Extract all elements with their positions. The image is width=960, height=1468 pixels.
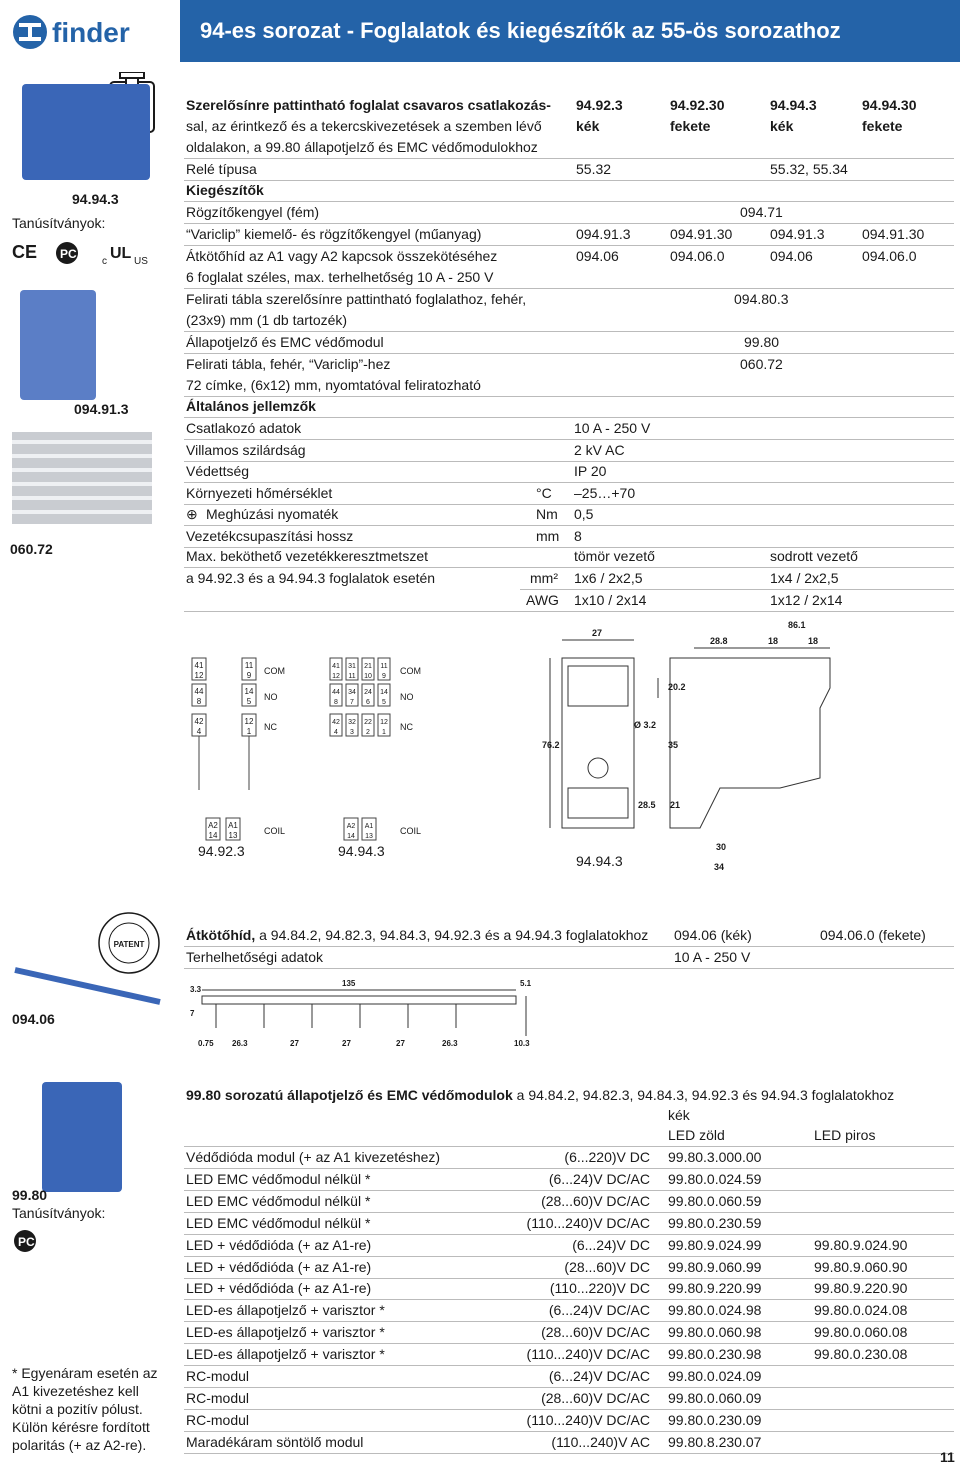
spec-label: Védettség <box>186 463 250 479</box>
sec2-title <box>186 926 648 944</box>
pin-label: 14 <box>244 687 254 696</box>
pin-label: 44 <box>332 689 340 696</box>
sec3-title-bold: 99.80 sorozatú állapotjelző és EMC védőmodulok <box>186 1087 513 1103</box>
module-voltage: (28...60)V DC/AC <box>541 1192 650 1209</box>
pin-label: 42 <box>332 719 340 726</box>
dim-label: 3.3 <box>190 985 202 994</box>
svg-text:PATENT: PATENT <box>113 940 145 949</box>
pin-label: 2 <box>366 729 370 736</box>
module-code-red: 99.80.9.220.90 <box>814 1280 908 1297</box>
code-094-06: 094.06 <box>12 1011 55 1027</box>
dim-label: 28.5 <box>638 800 656 810</box>
wire-label: Max. beköthető vezetékkeresztmetszet <box>186 548 428 564</box>
module-voltage: (110...240)V DC/AC <box>526 1411 650 1428</box>
dim-label: 86.1 <box>788 620 806 630</box>
nc-label: NC <box>400 722 413 732</box>
pc-cert-icon <box>12 1228 42 1254</box>
spec-value: 10 A - 250 V <box>574 420 651 436</box>
module-code-green: 99.80.9.220.99 <box>668 1280 762 1297</box>
module-code-red: 99.80.0.060.08 <box>814 1324 908 1341</box>
com-label: COM <box>264 666 285 676</box>
module-code-green: 99.80.0.024.09 <box>668 1368 762 1384</box>
svg-text:PC: PC <box>60 247 77 261</box>
col-blue: kék <box>668 1107 690 1123</box>
col-led-red: LED piros <box>814 1127 876 1143</box>
dim-label: 18 <box>808 636 819 646</box>
sec3-title <box>186 1086 894 1104</box>
page-title: 94-es sorozat - Foglalatok és kiegészítők az 55-ös sorozathoz <box>200 18 841 43</box>
wire-solid: 1x6 / 2x2,5 <box>574 570 643 586</box>
jumper-blue: 094.06 (kék) <box>674 927 752 943</box>
module-code-green: 99.80.0.230.09 <box>668 1411 762 1428</box>
pin-label: 6 <box>366 699 370 706</box>
spec-label: Meghúzási nyomaték <box>206 506 339 522</box>
pin-label: 12 <box>244 717 254 726</box>
note-line: kötni a pozitív pólust. <box>12 1401 143 1417</box>
pin-label: 1 <box>382 729 386 736</box>
svg-text:finder: finder <box>52 17 130 48</box>
dim-label: Ø 3.2 <box>634 720 657 730</box>
note-line: polaritás (+ az A2-re). <box>12 1437 147 1453</box>
svg-text:CE: CE <box>12 242 38 262</box>
spec-label: Környezeti hőmérséklet <box>186 484 333 501</box>
col-color: fekete <box>670 118 711 134</box>
module-code-red: 99.80.9.060.90 <box>814 1258 908 1275</box>
module-label: RC-modul <box>186 1411 250 1428</box>
vtag-label-2: 72 címke, (6x12) mm, nyomtatóval feliratozható <box>186 377 481 393</box>
sec2-title-bold: Átkötőhíd, <box>186 927 256 943</box>
dim-label: 27 <box>592 628 603 638</box>
col-code: 94.92.30 <box>670 97 725 113</box>
module-voltage: (110...240)V DC/AC <box>526 1346 650 1363</box>
module-label: LED-es állapotjelző + varisztor * <box>186 1346 385 1363</box>
cert-label: Tanúsítványok: <box>12 215 106 231</box>
pin-label: 13 <box>228 831 238 840</box>
pin-label: 13 <box>365 833 373 840</box>
module-voltage: (6...24)V DC/AC <box>548 1368 650 1384</box>
code-094-91-3: 094.91.3 <box>74 401 129 417</box>
module-label: LED-es állapotjelző + varisztor * <box>186 1324 385 1341</box>
bridge-value: 094.06.0 <box>862 248 917 264</box>
pin-label: 4 <box>196 727 202 736</box>
dim-label: 30 <box>716 842 727 852</box>
dim-label: 7 <box>190 1009 195 1018</box>
pin-label: 4 <box>334 729 338 736</box>
relay-type-label: Relé típusa <box>186 161 257 177</box>
spec-unit: Nm <box>536 506 558 522</box>
bridge-label-2: 6 foglalat széles, max. terhelhetőség 10 A - 250 V <box>186 269 494 285</box>
dim-label: 28.8 <box>710 636 728 646</box>
bracket-value: 094.71 <box>740 204 783 220</box>
module-code-green: 99.80.0.060.98 <box>668 1324 762 1341</box>
sec2-title-rest: a 94.84.2, 94.82.3, 94.84.3, 94.92.3 és a 94.94.3 foglalatokhoz <box>255 927 649 943</box>
vtag-value: 060.72 <box>740 356 783 372</box>
wire-strand: 1x12 / 2x14 <box>770 592 843 608</box>
torque-icon: ⊕ <box>186 506 198 522</box>
module-label: LED + védődióda (+ az A1-re) <box>186 1280 372 1297</box>
dim-label: 21 <box>670 800 681 810</box>
code-94-94-3: 94.94.3 <box>72 191 119 207</box>
sec1-desc-3: oldalakon, a 99.80 állapotjelző és EMC védőmodulokhoz <box>186 139 538 155</box>
dim-label: 27 <box>290 1039 299 1048</box>
accessories-title: Kiegészítők <box>186 182 264 198</box>
wire-solid: 1x10 / 2x14 <box>574 592 647 608</box>
dim-label: 0.75 <box>198 1039 214 1048</box>
pin-label: 1 <box>246 727 252 736</box>
pin-label: 5 <box>246 697 252 706</box>
bridge-value: 094.06 <box>576 248 619 264</box>
module-label: LED-es állapotjelző + varisztor * <box>186 1302 385 1319</box>
spec-label: Csatlakozó adatok <box>186 420 302 436</box>
col-code: 94.94.30 <box>862 97 917 113</box>
pin-label: 8 <box>334 699 338 706</box>
bracket-label: Rögzítőkengyel (fém) <box>186 204 320 220</box>
variclip-value: 094.91.3 <box>576 226 631 242</box>
dim-label: 26.3 <box>232 1039 248 1048</box>
polarity-note <box>12 1364 177 1454</box>
sec1-desc-1: Szerelősínre pattintható foglalat csavaros csatlakozás- <box>186 97 551 113</box>
module-value: 99.80 <box>744 334 780 350</box>
general-title: Általános jellemzők <box>186 398 316 414</box>
note-line: Külön kérésre fordított <box>12 1419 150 1435</box>
module-label: LED EMC védőmodul nélkül * <box>186 1170 371 1187</box>
svg-text:UL: UL <box>110 245 132 262</box>
dim-label: 135 <box>342 979 356 988</box>
com-label: COM <box>400 666 421 676</box>
coil-label: COIL <box>264 826 286 836</box>
relay-type-a: 55.32 <box>576 161 612 177</box>
pin-label: 32 <box>348 719 356 726</box>
spec-value: 0,5 <box>574 506 594 522</box>
module-voltage: (110...220)V DC <box>549 1280 650 1297</box>
module-voltage: (28...60)V DC/AC <box>541 1389 650 1406</box>
jumper-dimension-drawing <box>186 972 546 1052</box>
load-label: Terhelhetőségi adatok <box>186 949 323 965</box>
module-voltage: (28...60)V DC/AC <box>541 1324 650 1341</box>
no-label: NO <box>264 692 278 702</box>
coil-label: COIL <box>400 826 422 836</box>
code-99-80: 99.80 <box>12 1187 48 1203</box>
wire-unit: mm² <box>530 570 558 586</box>
wire-unit: AWG <box>526 592 559 608</box>
diagram-caption-1: 94.92.3 <box>198 843 245 859</box>
wire-strand-head: sodrott vezető <box>770 548 858 564</box>
pin-label: 44 <box>194 687 204 696</box>
spec-value: 2 kV AC <box>574 441 625 458</box>
dim-label: 76.2 <box>542 740 560 750</box>
vtag-label: Felirati tábla, fehér, “Variclip”-hez <box>186 356 391 372</box>
pin-label: 11 <box>380 663 388 670</box>
pin-label: 9 <box>246 671 252 680</box>
spec-label: Villamos szilárdság <box>186 441 306 458</box>
tag-value: 094.80.3 <box>734 291 789 307</box>
pin-label: 14 <box>380 689 388 696</box>
module-code-red: 99.80.0.230.08 <box>814 1346 908 1363</box>
wire-strand: 1x4 / 2x2,5 <box>770 570 839 586</box>
bridge-value: 094.06.0 <box>670 248 725 264</box>
jumper-black: 094.06.0 (fekete) <box>820 927 926 943</box>
pin-label: 5 <box>382 699 386 706</box>
load-value: 10 A - 250 V <box>674 949 751 965</box>
dim-label: 10.3 <box>514 1039 530 1048</box>
page-number-box <box>934 1446 960 1468</box>
pin-label: 8 <box>196 697 202 706</box>
dim-label: 27 <box>396 1039 405 1048</box>
wiring-diagram-94-92-3 <box>186 650 306 860</box>
variclip-image <box>20 290 96 400</box>
tag-label: Felirati tábla szerelősínre pattintható foglalathoz, fehér, <box>186 291 527 307</box>
pin-label: 41 <box>332 663 340 670</box>
diagram-caption-2: 94.94.3 <box>338 843 385 859</box>
col-code: 94.94.3 <box>770 97 817 113</box>
spec-label: Vezetékcsupaszítási hossz <box>186 527 354 544</box>
spec-value: IP 20 <box>574 463 607 479</box>
nc-label: NC <box>264 722 277 732</box>
module-code-red: 99.80.0.024.08 <box>814 1302 908 1319</box>
dimension-drawing-94-94-3 <box>530 618 860 878</box>
spec-value: 8 <box>574 527 582 544</box>
dim-label: 20.2 <box>668 682 686 692</box>
sec1-desc-2: sal, az érintkező és a tekercskivezetések a szemben lévő <box>186 118 542 134</box>
module-voltage: (6...220)V DC <box>564 1149 650 1165</box>
module-label: LED EMC védőmodul nélkül * <box>186 1192 371 1209</box>
wiring-diagram-94-94-3 <box>328 650 458 860</box>
pin-label: A1 <box>228 821 238 830</box>
pin-label: 42 <box>194 717 204 726</box>
pin-label: 22 <box>364 719 372 726</box>
col-color: fekete <box>862 118 903 134</box>
module-label: LED + védődióda (+ az A1-re) <box>186 1258 372 1275</box>
module-code-green: 99.80.0.230.98 <box>668 1346 762 1363</box>
pin-label: 14 <box>208 831 218 840</box>
variclip-label: “Variclip” kiemelő- és rögzítőkengyel (műanyag) <box>186 226 482 242</box>
pin-label: 14 <box>347 833 355 840</box>
module-code-green: 99.80.9.024.99 <box>668 1236 762 1253</box>
module-label: Állapotjelző és EMC védőmodul <box>186 334 384 350</box>
module-code-green: 99.80.0.060.09 <box>668 1389 762 1406</box>
bridge-label: Átkötőhíd az A1 vagy A2 kapcsok összekötéséhez <box>186 248 498 264</box>
module-code-green: 99.80.0.230.59 <box>668 1214 762 1231</box>
module-label: Védődióda modul (+ az A1 kivezetéshez) <box>186 1149 441 1165</box>
module-label: LED EMC védőmodul nélkül * <box>186 1214 371 1231</box>
col-led-green: LED zöld <box>668 1127 725 1143</box>
module-voltage: (110...240)V DC/AC <box>526 1214 650 1231</box>
module-code-red: 99.80.9.024.90 <box>814 1236 908 1253</box>
svg-text:US: US <box>134 256 148 267</box>
cert-logos <box>12 238 162 268</box>
diagram-caption-3: 94.94.3 <box>576 853 623 869</box>
module-code-green: 99.80.0.024.98 <box>668 1302 762 1319</box>
note-line: A1 kivezetéshez kell <box>12 1383 139 1399</box>
pin-label: A2 <box>208 821 218 830</box>
module-label: LED + védődióda (+ az A1-re) <box>186 1236 372 1253</box>
dim-label: 27 <box>342 1039 351 1048</box>
pin-label: 3 <box>350 729 354 736</box>
pin-label: A1 <box>364 823 374 830</box>
pin-label: 24 <box>364 689 372 696</box>
pin-label: 34 <box>348 689 356 696</box>
module-voltage: (6...24)V DC/AC <box>548 1302 650 1319</box>
dim-label: 34 <box>714 862 725 872</box>
module-code-green: 99.80.9.060.99 <box>668 1258 762 1275</box>
socket-94-94-3-image <box>22 84 150 180</box>
variclip-value: 094.91.30 <box>862 226 925 242</box>
module-code-green: 99.80.3.000.00 <box>668 1149 762 1165</box>
pin-label: A2 <box>346 823 356 830</box>
spec-value: –25…+70 <box>574 484 636 501</box>
spec-unit: °C <box>536 484 552 501</box>
pin-label: 7 <box>350 699 354 706</box>
pin-label: 12 <box>194 671 204 680</box>
module-label: RC-modul <box>186 1389 250 1406</box>
svg-text:c: c <box>102 256 107 267</box>
pin-label: 12 <box>332 673 340 680</box>
module-code-green: 99.80.0.060.59 <box>668 1192 762 1209</box>
wire-label-2: a 94.92.3 és a 94.94.3 foglalatok esetén <box>186 570 436 586</box>
pin-label: 9 <box>382 673 386 680</box>
relay-type-b: 55.32, 55.34 <box>770 161 848 177</box>
module-voltage: (6...24)V DC <box>572 1236 650 1253</box>
tag-label-2: (23x9) mm (1 db tartozék) <box>186 312 348 328</box>
code-060-72: 060.72 <box>10 541 53 557</box>
pin-label: 21 <box>364 663 372 670</box>
dim-label: 35 <box>668 740 679 750</box>
pin-label: 11 <box>244 661 254 670</box>
col-color: kék <box>576 118 600 134</box>
dim-label: 26.3 <box>442 1039 458 1048</box>
cert-label-2: Tanúsítványok: <box>12 1205 106 1221</box>
bridge-value: 094.06 <box>770 248 813 264</box>
variclip-value: 094.91.3 <box>770 226 825 242</box>
note-line: * Egyenáram esetén az <box>12 1365 158 1381</box>
module-label: Maradékáram söntölő modul <box>186 1433 364 1450</box>
col-code: 94.92.3 <box>576 97 623 113</box>
module-voltage: (28...60)V DC <box>564 1258 650 1275</box>
page-number: 11 <box>940 1449 955 1465</box>
module-code-green: 99.80.8.230.07 <box>668 1433 762 1450</box>
variclip-value: 094.91.30 <box>670 226 733 242</box>
dim-label: 5.1 <box>520 979 532 988</box>
pin-label: 31 <box>348 663 356 670</box>
finder-logo <box>10 12 170 52</box>
no-label: NO <box>400 692 414 702</box>
pin-label: 12 <box>380 719 388 726</box>
module-voltage: (6...24)V DC/AC <box>548 1170 650 1187</box>
sec3-title-rest: a 94.84.2, 94.82.3, 94.84.3, 94.92.3 és 94.94.3 foglalatokhoz <box>512 1087 895 1103</box>
module-99-80-image <box>42 1082 122 1192</box>
pin-label: 11 <box>348 673 356 680</box>
pin-label: 10 <box>364 673 372 680</box>
pin-label: 41 <box>194 661 204 670</box>
wire-solid-head: tömör vezető <box>574 548 655 564</box>
dim-label: 18 <box>768 636 779 646</box>
col-color: kék <box>770 118 794 134</box>
module-label: RC-modul <box>186 1368 250 1384</box>
label-sheet-image <box>12 432 152 524</box>
svg-text:PC: PC <box>18 1235 35 1249</box>
module-voltage: (110...240)V AC <box>551 1433 650 1450</box>
spec-unit: mm <box>536 527 560 544</box>
module-code-green: 99.80.0.024.59 <box>668 1170 762 1187</box>
european-patent-seal <box>96 910 162 976</box>
